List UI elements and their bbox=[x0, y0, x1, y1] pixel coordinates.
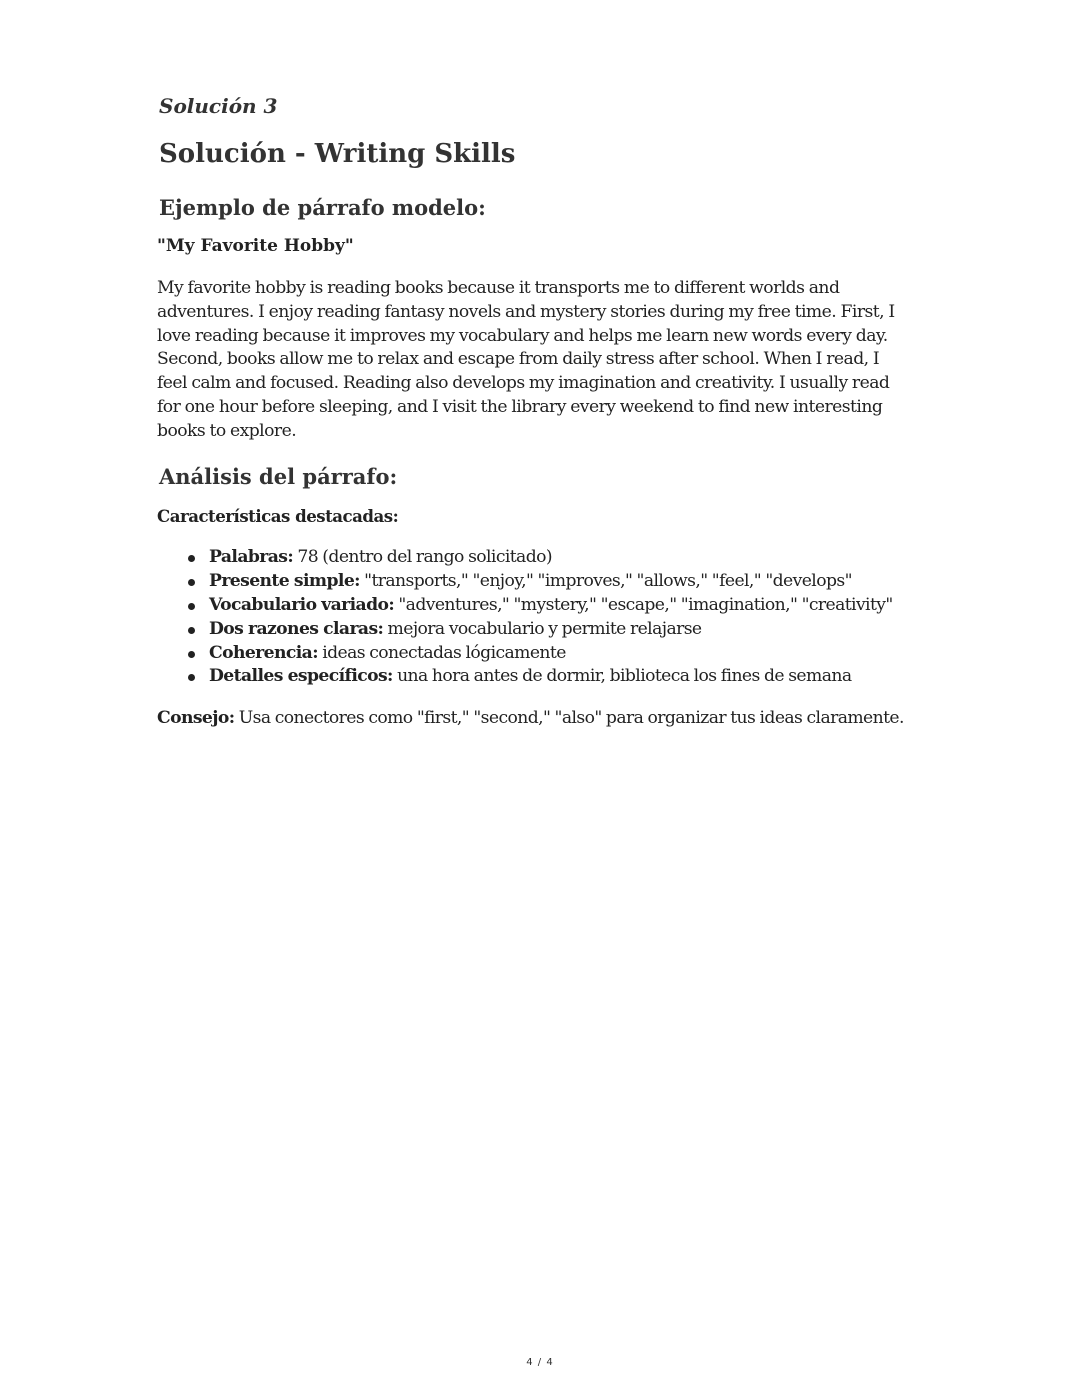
list-item bbox=[157, 594, 893, 618]
paragraph-line: Second, books allow me to relax and escape from daily stress after school. When I read, I bbox=[157, 349, 880, 370]
features-list bbox=[157, 546, 893, 689]
bullet-icon bbox=[188, 579, 195, 586]
list-item bbox=[157, 546, 893, 570]
analysis-section-heading: Análisis del párrafo: bbox=[159, 464, 398, 489]
bullet-icon bbox=[188, 555, 195, 562]
bullet-icon bbox=[188, 627, 195, 634]
paragraph-line: for one hour before sleeping, and I visit the library every weekend to find new interesting bbox=[157, 396, 883, 417]
feature-text: "adventures," "mystery," "escape," "imagination," "creativity" bbox=[394, 594, 893, 615]
bullet-icon bbox=[188, 603, 195, 610]
page-title: Solución - Writing Skills bbox=[159, 139, 516, 169]
feature-text: ideas conectadas lógicamente bbox=[317, 642, 566, 663]
bullet-icon bbox=[188, 651, 195, 658]
paragraph-line: My favorite hobby is reading books because it transports me to different worlds and bbox=[157, 278, 840, 298]
feature-label: Dos razones claras: bbox=[209, 618, 384, 639]
list-item bbox=[157, 642, 893, 666]
model-paragraph bbox=[157, 277, 932, 444]
page-number: 4 / 4 bbox=[526, 1357, 554, 1368]
feature-label: Presente simple: bbox=[209, 570, 360, 591]
feature-text: una hora antes de dormir, biblioteca los fines de semana bbox=[392, 666, 852, 687]
solution-label: Solución 3 bbox=[159, 94, 278, 118]
feature-text: mejora vocabulario y permite relajarse bbox=[383, 618, 702, 639]
paragraph-title: "My Favorite Hobby" bbox=[157, 236, 354, 256]
list-item bbox=[157, 618, 893, 642]
paragraph-line: love reading because it improves my vocabulary and helps me learn new words every day. bbox=[157, 325, 888, 346]
list-item bbox=[157, 665, 893, 689]
feature-label: Palabras: bbox=[209, 547, 294, 567]
paragraph-line: adventures. I enjoy reading fantasy novels and mystery stories during my free time. First, I bbox=[157, 301, 895, 322]
feature-label: Vocabulario variado: bbox=[209, 594, 395, 615]
feature-label: Detalles específicos: bbox=[209, 666, 393, 687]
bullet-icon bbox=[188, 674, 195, 681]
tip-body: Usa conectores como "first," "second," "also" para organizar tus ideas claramente. bbox=[234, 708, 904, 728]
feature-text: 78 (dentro del rango solicitado) bbox=[293, 547, 552, 567]
features-heading: Características destacadas: bbox=[157, 506, 399, 526]
model-section-heading: Ejemplo de párrafo modelo: bbox=[159, 195, 486, 220]
feature-label: Coherencia: bbox=[209, 642, 318, 663]
feature-text: "transports," "enjoy," "improves," "allows," "feel," "develops" bbox=[359, 570, 852, 591]
paragraph-line: books to explore. bbox=[157, 420, 297, 441]
tip-text bbox=[157, 708, 904, 728]
tip-label: Consejo: bbox=[157, 708, 235, 728]
paragraph-line: feel calm and focused. Reading also develops my imagination and creativity. I usually read bbox=[157, 373, 890, 394]
list-item bbox=[157, 570, 893, 594]
